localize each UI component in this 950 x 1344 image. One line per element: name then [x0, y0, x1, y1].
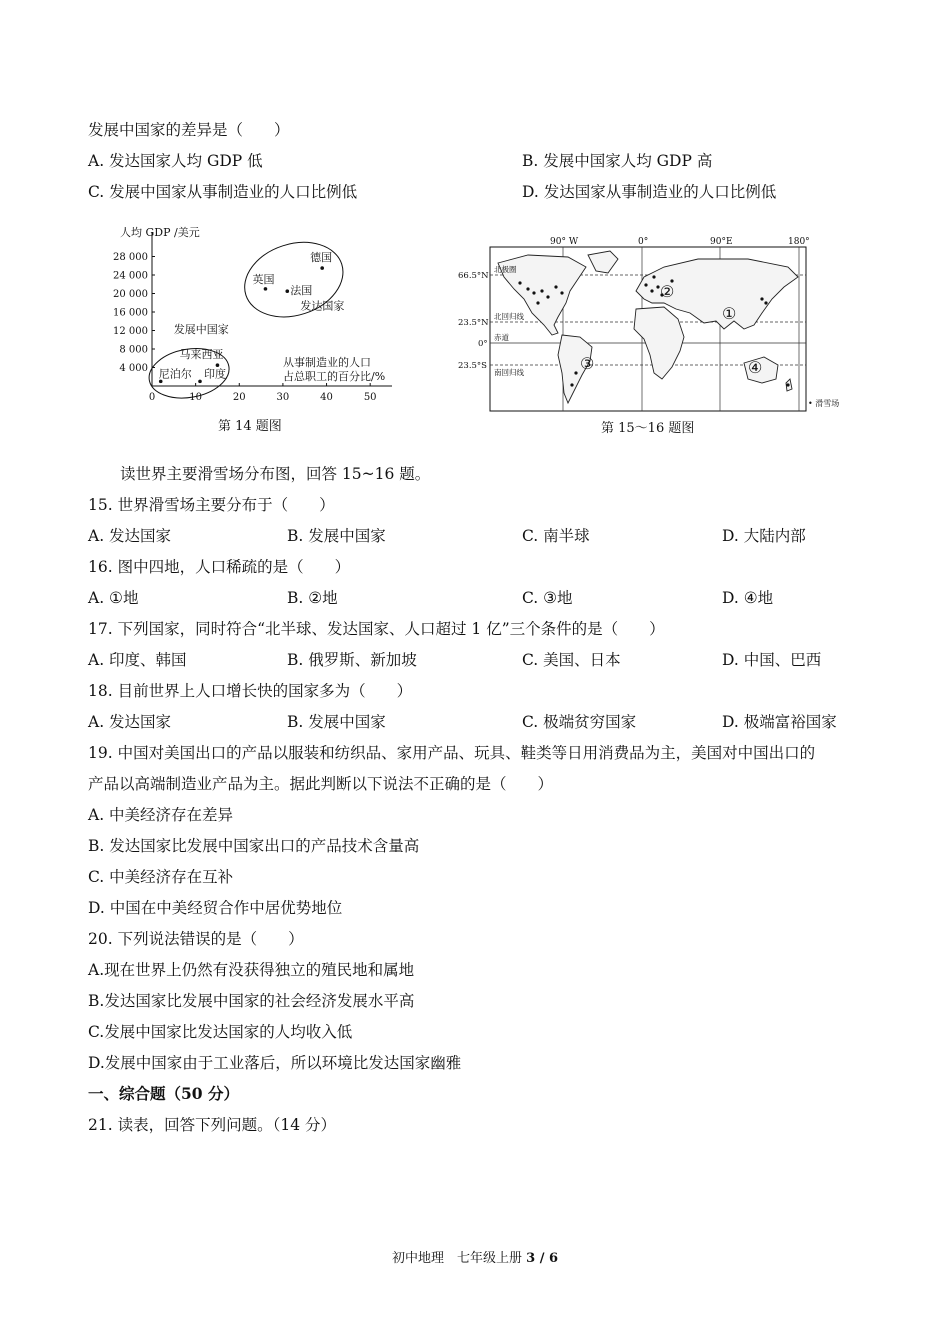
arctic-circle-name: 北极圈 — [494, 265, 517, 274]
lon-label-90e: 90°E — [710, 237, 733, 247]
q16-option-c: C. ③地 — [522, 589, 573, 607]
ski-resort-dot — [536, 301, 539, 304]
footer-page-number: 3 / 6 — [526, 1251, 559, 1266]
lat-label-23s: 23.5°S — [458, 361, 487, 371]
developed-group-label: 发达国家 — [300, 299, 345, 313]
q16-option-b: B. ②地 — [287, 589, 338, 607]
ski-resort-dot — [574, 371, 577, 374]
ski-resort-dot — [650, 289, 653, 292]
q18-option-d: D. 极端富裕国家 — [722, 713, 837, 731]
y-tick-label: 20 000 — [113, 289, 148, 300]
y-tick-label: 24 000 — [113, 270, 148, 282]
x-tick-label: 40 — [320, 392, 333, 403]
q14-option-b: B. 发展中国家人均 GDP 高 — [522, 152, 713, 170]
q18-option-a: A. 发达国家 — [88, 713, 172, 731]
q17-stem: 17. 下列国家，同时符合“北半球、发达国家、人口超过 1 亿”三个条件的是（ ） — [88, 620, 665, 638]
x-tick-label: 30 — [276, 392, 290, 403]
lon-label-180: 180° — [788, 237, 810, 247]
ski-resort-dot — [526, 287, 529, 290]
q17-option-a: A. 印度、韩国 — [88, 651, 187, 669]
q14-option-d: D. 发达国家从事制造业的人口比例低 — [522, 183, 777, 201]
marker-1: ① — [722, 304, 737, 323]
data-point-label: 英国 — [252, 272, 275, 286]
q19-stem-line2: 产品以高端制造业产品为主。据此判断以下说法不正确的是（ ） — [88, 775, 554, 793]
section-score: （50 分） — [165, 1084, 239, 1103]
data-point — [264, 287, 268, 291]
y-tick-label: 28 000 — [113, 252, 148, 263]
q18-stem: 18. 目前世界上人口增长快的国家多为（ ） — [88, 682, 413, 700]
data-point — [198, 380, 202, 384]
x-tick-label: 50 — [363, 392, 377, 403]
q15-option-c: C. 南半球 — [522, 527, 590, 545]
intro-15-16: 读世界主要滑雪场分布图，回答 15~16 题。 — [120, 465, 431, 483]
y-tick-label: 12 000 — [113, 326, 148, 337]
data-point — [285, 289, 289, 293]
chart-x-label-line1: 从事制造业的人口 — [283, 356, 371, 369]
ski-resort-dot — [764, 301, 767, 304]
x-tick-label: 10 — [189, 392, 203, 403]
q15-option-b: B. 发展中国家 — [287, 527, 386, 545]
q20-option-a: A.现在世界上仍然有没获得独立的殖民地和属地 — [88, 961, 415, 979]
q17-option-c: C. 美国、日本 — [522, 651, 621, 669]
ski-resort-world-map — [458, 233, 853, 438]
chart-x-label-line2: 占总职工的百分比/% — [283, 370, 386, 383]
q20-option-c: C.发展中国家比发达国家的人均收入低 — [88, 1023, 353, 1041]
q16-option-d: D. ④地 — [722, 589, 774, 607]
ski-resort-dot — [652, 275, 655, 278]
q20-stem: 20. 下列说法错误的是（ ） — [88, 930, 304, 948]
lon-label-0: 0° — [638, 237, 649, 247]
q19-stem-line1: 19. 中国对美国出口的产品以服装和纺织品、家用产品、玩具、鞋类等日用消费品为主，美国对中国出口的 — [88, 744, 816, 762]
x-tick-label: 0 — [148, 392, 156, 403]
ski-resort-dot — [760, 297, 763, 300]
q17-option-b: B. 俄罗斯、新加坡 — [287, 651, 417, 669]
developing-group-label: 发展中国家 — [173, 322, 229, 336]
lat-label-0: 0° — [478, 339, 488, 349]
q18-option-c: C. 极端贫穷国家 — [522, 713, 637, 731]
marker-2: ② — [660, 282, 675, 301]
equator-name: 赤道 — [494, 333, 509, 342]
page-footer — [0, 1250, 950, 1268]
y-tick-label: 8 000 — [119, 344, 148, 356]
data-point-label: 印度 — [204, 367, 226, 381]
footer-subject: 初中地理 七年级上册 — [391, 1251, 522, 1266]
q15-stem: 15. 世界滑雪场主要分布于（ ） — [88, 496, 335, 514]
q16-option-a: A. ①地 — [88, 589, 139, 607]
chart-title: 第 14 题图 — [218, 419, 282, 434]
q17-option-d: D. 中国、巴西 — [722, 651, 822, 669]
data-point-label: 法国 — [290, 284, 313, 298]
q19-option-d: D. 中国在中美经贸合作中居优势地位 — [88, 899, 343, 917]
q19-option-b: B. 发达国家比发展中国家出口的产品技术含量高 — [88, 837, 420, 855]
tropic-capricorn-name: 南回归线 — [494, 368, 524, 377]
lon-label-90w: 90° W — [550, 237, 579, 247]
chart-y-label: 人均 GDP /美元 — [120, 226, 200, 239]
lat-label-23n: 23.5°N — [458, 318, 489, 328]
marker-3: ③ — [580, 354, 595, 373]
q14-option-a: A. 发达国家人均 GDP 低 — [88, 152, 263, 170]
lat-label-66n: 66.5°N — [458, 271, 489, 281]
ski-resort-dot — [560, 291, 563, 294]
ski-resort-dot — [554, 285, 557, 288]
data-point — [320, 266, 324, 270]
section-heading — [88, 1084, 239, 1104]
marker-4: ④ — [748, 358, 763, 377]
y-tick-label: 16 000 — [113, 307, 148, 319]
data-point-label: 德国 — [310, 251, 333, 265]
ski-resort-dot — [570, 383, 573, 386]
data-point-label: 尼泊尔 — [158, 367, 192, 381]
ski-resort-dot — [644, 283, 647, 286]
q14-option-c: C. 发展中国家从事制造业的人口比例低 — [88, 183, 358, 201]
map-caption: 第 15～16 题图 — [601, 421, 695, 436]
q21-stem: 21. 读表，回答下列问题。（14 分） — [88, 1116, 336, 1134]
q15-option-d: D. 大陆内部 — [722, 527, 806, 545]
map-legend: • 滑雪场 — [808, 399, 840, 408]
q16-stem: 16. 图中四地，人口稀疏的是（ ） — [88, 558, 351, 576]
ski-resort-dot — [518, 281, 521, 284]
q20-option-d: D.发展中国家由于工业落后，所以环境比发达国家幽雅 — [88, 1054, 462, 1072]
q20-option-b: B.发达国家比发展中国家的社会经济发展水平高 — [88, 992, 415, 1010]
tropic-cancer-name: 北回归线 — [494, 312, 524, 321]
x-tick-label: 20 — [232, 392, 246, 403]
y-tick-label: 4 000 — [119, 363, 148, 374]
q14-scatter-chart — [110, 218, 410, 443]
ski-resort-dot — [546, 295, 549, 298]
ski-resort-dot — [532, 291, 535, 294]
section-prefix: 一、综合题 — [88, 1084, 166, 1103]
q19-option-c: C. 中美经济存在互补 — [88, 868, 234, 886]
q15-option-a: A. 发达国家 — [88, 527, 172, 545]
ski-resort-dot — [786, 383, 789, 386]
q18-option-b: B. 发展中国家 — [287, 713, 386, 731]
data-point-label: 马来西亚 — [179, 348, 224, 362]
q19-option-a: A. 中美经济存在差异 — [88, 806, 234, 824]
q14-stem-tail: 发展中国家的差异是（ ） — [88, 121, 290, 139]
ski-resort-dot — [540, 289, 543, 292]
